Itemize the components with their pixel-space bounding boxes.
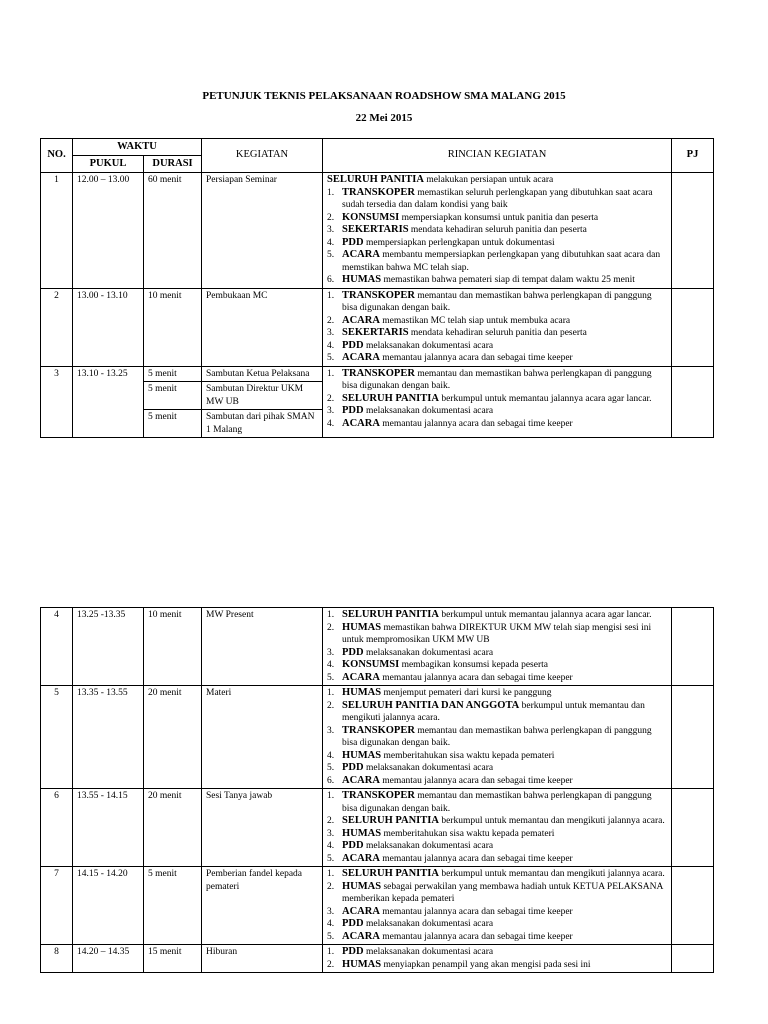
cell-rincian [323, 686, 672, 789]
rincian-item-text: melaksanakan dokumentasi acara [363, 947, 494, 957]
header-pj: PJ [672, 139, 714, 173]
cell-durasi: 5 menit [144, 410, 202, 438]
cell-no: 8 [41, 945, 73, 973]
rincian-item-role: ACARA [342, 249, 380, 260]
rincian-item-text: menyiapkan penampil yang akan mengisi pada sesi ini [381, 959, 591, 970]
header-no: NO. [41, 139, 73, 173]
rincian-item-number: 6. [327, 275, 335, 285]
table-row [41, 366, 714, 382]
rincian-item-role: PDD [342, 840, 364, 851]
cell-pukul: 13.55 - 14.15 [73, 789, 144, 867]
rincian-item-role: PDD [342, 236, 364, 248]
rincian-item-text: memantau jalannya acara dan sebagai time keeper [379, 931, 573, 942]
rincian-item-role: KONSUMSI [342, 211, 400, 223]
rincian-item-number: 1. [327, 290, 335, 301]
rincian-item [327, 931, 667, 944]
cell-durasi: 15 menit [144, 945, 202, 973]
cell-no: 6 [41, 789, 73, 867]
header-rincian: RINCIAN KEGIATAN [323, 139, 672, 173]
rincian-item-role: SELURUH PANITIA [342, 815, 439, 826]
rincian-item-number: 3. [327, 725, 335, 736]
rincian-item [327, 672, 667, 685]
rincian-item-role: SELURUH PANITIA [342, 609, 439, 620]
rincian-item [327, 906, 667, 919]
rincian-item-text: memantau jalannya acara dan sebagai time keeper [379, 775, 573, 786]
rincian-item [327, 946, 667, 959]
rincian-lead-text: melakukan persiapan untuk acara [423, 175, 554, 185]
rincian-item-number: 1. [327, 869, 335, 879]
rincian-item-text: berkumpul untuk memantau dan mengikuti jalannya acara. [438, 816, 665, 826]
rincian-item-text: melaksanakan dokumentasi acara [363, 340, 494, 351]
rincian-item-number: 2. [327, 393, 335, 404]
rincian-item-number: 4. [327, 919, 335, 929]
cell-pukul: 13.00 - 13.10 [73, 288, 144, 366]
cell-durasi: 10 menit [144, 608, 202, 686]
cell-durasi: 20 menit [144, 686, 202, 789]
rincian-item-number: 3. [327, 406, 335, 416]
rincian-item-number: 4. [327, 660, 335, 670]
rincian-item-role: SEKERTARIS [342, 224, 409, 235]
cell-pukul: 13.25 -13.35 [73, 608, 144, 686]
rincian-item [327, 405, 667, 418]
cell-pj [672, 686, 714, 789]
rincian-item [327, 290, 667, 315]
rincian-item-role: ACARA [342, 314, 380, 326]
rincian-item-text: memantau jalannya acara dan sebagai time keeper [379, 853, 573, 864]
rincian-item-role: PDD [342, 405, 364, 416]
document-title: PETUNJUK TEKNIS PELAKSANAAN ROADSHOW SMA MALANG 2015 [202, 90, 566, 102]
cell-durasi: 5 menit [144, 867, 202, 945]
schedule-table-part-2 [40, 607, 714, 973]
cell-rincian [323, 945, 672, 973]
cell-pukul: 13.10 - 13.25 [73, 366, 144, 438]
rincian-item-text: memastikan bahwa DIREKTUR UKM MW telah siap mengisi sesi ini untuk mempromosikan UKM MW UB [342, 622, 652, 645]
rincian-item [327, 840, 667, 853]
rincian-item [327, 853, 667, 866]
cell-durasi: 5 menit [144, 366, 202, 382]
rincian-item-role: HUMAS [342, 274, 382, 285]
table-row [41, 789, 714, 867]
rincian-item [327, 622, 667, 647]
rincian-item-number: 1. [327, 947, 335, 957]
cell-kegiatan: Pembukaan MC [202, 288, 323, 366]
rincian-item-text: mendata kehadiran seluruh panitia dan peserta [408, 225, 587, 235]
rincian-item-number: 2. [327, 881, 335, 892]
rincian-item-number: 4. [327, 418, 335, 429]
rincian-item [327, 212, 667, 225]
rincian-item-text: memastikan MC telah siap untuk membuka acara [379, 315, 571, 326]
rincian-item-text: memantau dan memastikan bahwa perlengkapan di panggung bisa digunakan dengan baik. [342, 725, 652, 748]
cell-no: 3 [41, 366, 73, 438]
table-row [41, 686, 714, 789]
rincian-item-role: ACARA [342, 417, 380, 429]
cell-rincian [323, 867, 672, 945]
rincian-item [327, 187, 667, 212]
rincian-item-number: 4. [327, 841, 335, 851]
rincian-item-role: TRANSKOPER [342, 790, 415, 801]
cell-no: 7 [41, 867, 73, 945]
rincian-item-number: 5. [327, 853, 335, 864]
cell-pj [672, 173, 714, 289]
rincian-item-text: melaksanakan dokumentasi acara [363, 406, 494, 416]
cell-kegiatan: Sambutan dari pihak SMAN 1 Malang [202, 410, 323, 438]
rincian-item [327, 609, 667, 622]
table-row [41, 608, 714, 686]
cell-kegiatan: Persiapan Seminar [202, 173, 323, 289]
cell-kegiatan: Materi [202, 686, 323, 789]
rincian-item-role: ACARA [342, 852, 380, 864]
cell-durasi: 10 menit [144, 288, 202, 366]
cell-no: 1 [41, 173, 73, 289]
cell-kegiatan: Pemberian fandel kepada pemateri [202, 867, 323, 945]
header-kegiatan: KEGIATAN [202, 139, 323, 173]
rincian-item [327, 700, 667, 725]
header-pukul: PUKUL [73, 156, 144, 173]
rincian-list [327, 687, 667, 787]
rincian-item-role: KONSUMSI [342, 659, 400, 670]
rincian-item-text: memastikan seluruh perlengkapan yang dibutuhkan saat acara sudah tersedia dan dalam kondisi yang baik [342, 187, 653, 210]
rincian-item-text: menjemput pemateri dari kursi ke panggung [381, 688, 552, 698]
rincian-item [327, 237, 667, 250]
rincian-item-number: 4. [327, 340, 335, 351]
rincian-item-role: SELURUH PANITIA DAN ANGGOTA [342, 699, 520, 711]
document-date: 22 Mei 2015 [355, 112, 413, 124]
rincian-item-text: melaksanakan dokumentasi acara [363, 763, 494, 773]
rincian-item-text: melaksanakan dokumentasi acara [363, 841, 494, 851]
rincian-item [327, 647, 667, 660]
rincian-item-text: memantau jalannya acara dan sebagai time keeper [379, 906, 573, 917]
rincian-item-text: berkumpul untuk memantau jalannya acara agar lancar. [438, 393, 652, 404]
cell-kegiatan: Sambutan Ketua Pelaksana [202, 366, 323, 382]
rincian-item-number: 5. [327, 763, 335, 773]
rincian-item-number: 4. [327, 750, 335, 761]
rincian-item-number: 1. [327, 368, 335, 379]
rincian-item [327, 815, 667, 828]
cell-pj [672, 608, 714, 686]
rincian-item-role: HUMAS [342, 621, 382, 633]
cell-pukul: 13.35 - 13.55 [73, 686, 144, 789]
rincian-item-text: mempersiapkan konsumsi untuk panitia dan peserta [399, 212, 599, 223]
rincian-item-number: 5. [327, 353, 335, 363]
rincian-item-text: mendata kehadiran seluruh panitia dan peserta [408, 328, 587, 338]
rincian-item-role: HUMAS [342, 958, 382, 970]
rincian-item [327, 393, 667, 406]
cell-pj [672, 867, 714, 945]
rincian-list [327, 290, 667, 365]
rincian-item-role: SELURUH PANITIA [342, 868, 439, 879]
rincian-list [327, 868, 667, 943]
rincian-item-role: TRANSKOPER [342, 367, 415, 379]
rincian-item [327, 750, 667, 763]
cell-pj [672, 366, 714, 438]
rincian-item-role: ACARA [342, 352, 380, 363]
rincian-list [327, 790, 667, 865]
rincian-item-number: 1. [327, 610, 335, 620]
rincian-item-role: HUMAS [342, 749, 382, 761]
rincian-item [327, 918, 667, 931]
rincian-item-role: PDD [342, 918, 364, 929]
cell-durasi: 5 menit [144, 382, 202, 410]
rincian-item-role: PDD [342, 646, 364, 658]
rincian-item-text: melaksanakan dokumentasi acara [363, 919, 494, 929]
rincian-item-role: TRANSKOPER [342, 289, 415, 301]
cell-kegiatan: Sambutan Direktur UKM MW UB [202, 382, 323, 410]
rincian-item-role: HUMAS [342, 687, 382, 698]
cell-no: 2 [41, 288, 73, 366]
rincian-item-text: memantau jalannya acara dan sebagai time keeper [379, 418, 573, 429]
rincian-lead [327, 174, 667, 187]
rincian-item [327, 868, 667, 881]
rincian-item [327, 352, 667, 365]
rincian-item [327, 687, 667, 700]
rincian-list [327, 368, 667, 431]
rincian-item-number: 2. [327, 700, 335, 711]
cell-pukul: 14.20 – 14.35 [73, 945, 144, 973]
rincian-item-text: memastikan bahwa pemateri siap di tempat dalam waktu 25 menit [381, 275, 635, 285]
rincian-item-number: 1. [327, 688, 335, 698]
header-durasi: DURASI [144, 156, 202, 173]
cell-pukul: 14.15 - 14.20 [73, 867, 144, 945]
rincian-list [327, 187, 667, 287]
rincian-item-number: 2. [327, 212, 335, 223]
rincian-item-role: HUMAS [342, 880, 382, 892]
cell-pj [672, 945, 714, 973]
cell-kegiatan: MW Present [202, 608, 323, 686]
header-waktu: WAKTU [73, 139, 202, 156]
cell-rincian [323, 608, 672, 686]
rincian-item-number: 2. [327, 816, 335, 826]
rincian-item [327, 340, 667, 353]
rincian-item-role: ACARA [342, 905, 380, 917]
rincian-item [327, 959, 667, 972]
rincian-item-role: PDD [342, 339, 364, 351]
rincian-item-role: PDD [342, 762, 364, 773]
cell-pj [672, 288, 714, 366]
rincian-item-number: 5. [327, 931, 335, 942]
rincian-item [327, 224, 667, 237]
rincian-item-text: berkumpul untuk memantau jalannya acara agar lancar. [438, 610, 652, 620]
rincian-item [327, 790, 667, 815]
rincian-item [327, 762, 667, 775]
cell-pj [672, 789, 714, 867]
rincian-item-number: 3. [327, 828, 335, 839]
rincian-item-text: berkumpul untuk memantau dan mengikuti jalannya acara. [438, 869, 665, 879]
cell-rincian [323, 789, 672, 867]
rincian-item-number: 6. [327, 775, 335, 786]
rincian-item-role: TRANSKOPER [342, 724, 415, 736]
rincian-item-role: SELURUH PANITIA [342, 392, 439, 404]
cell-rincian [323, 173, 672, 289]
rincian-item-number: 3. [327, 647, 335, 658]
rincian-item-text: melaksanakan dokumentasi acara [363, 647, 494, 658]
rincian-item-number: 3. [327, 906, 335, 917]
rincian-item-role: ACARA [342, 930, 380, 942]
rincian-item-role: PDD [342, 946, 364, 957]
rincian-item-text: membantu mempersiapkan perlengkapan yang dibutuhkan saat acara dan memstikan bahwa MC telah siap. [342, 250, 661, 273]
rincian-lead-role: SELURUH PANITIA [327, 174, 424, 185]
rincian-item [327, 775, 667, 788]
rincian-item-number: 5. [327, 672, 335, 683]
cell-no: 4 [41, 608, 73, 686]
cell-kegiatan: Hiburan [202, 945, 323, 973]
rincian-item-text: memberitahukan sisa waktu kepada pemateri [381, 828, 555, 839]
rincian-item [327, 659, 667, 672]
rincian-item [327, 881, 667, 906]
rincian-item [327, 249, 667, 274]
rincian-item-text: membagikan konsumsi kepada peserta [399, 660, 548, 670]
rincian-item-role: SEKERTARIS [342, 327, 409, 338]
table-row [41, 288, 714, 366]
cell-durasi: 20 menit [144, 789, 202, 867]
rincian-item-role: TRANSKOPER [342, 186, 415, 198]
rincian-item [327, 368, 667, 393]
rincian-list [327, 609, 667, 684]
rincian-item [327, 828, 667, 841]
cell-durasi: 60 menit [144, 173, 202, 289]
schedule-table-part-1 [40, 138, 714, 438]
rincian-item-role: ACARA [342, 774, 380, 786]
rincian-item-text: memantau dan memastikan bahwa perlengkapan di panggung bisa digunakan dengan baik. [342, 368, 652, 391]
rincian-item-text: memantau dan memastikan bahwa perlengkapan di panggung bisa digunakan dengan baik. [342, 290, 652, 313]
rincian-item-number: 1. [327, 187, 335, 198]
rincian-list [327, 946, 667, 971]
rincian-item-text: memberitahukan sisa waktu kepada pemateri [381, 750, 555, 761]
rincian-item-number: 4. [327, 237, 335, 248]
rincian-item-text: memantau jalannya acara dan sebagai time keeper [379, 353, 573, 363]
rincian-item [327, 327, 667, 340]
rincian-item-number: 2. [327, 315, 335, 326]
rincian-item-number: 2. [327, 622, 335, 633]
cell-no: 5 [41, 686, 73, 789]
rincian-item [327, 315, 667, 328]
cell-pukul: 12.00 – 13.00 [73, 173, 144, 289]
rincian-item-role: ACARA [342, 671, 380, 683]
rincian-item [327, 418, 667, 431]
rincian-item [327, 725, 667, 750]
rincian-item-text: sebagai perwakilan yang membawa hadiah untuk KETUA PELAKSANA memberikan kepada pemateri [342, 881, 663, 904]
cell-kegiatan: Sesi Tanya jawab [202, 789, 323, 867]
rincian-item-number: 1. [327, 791, 335, 801]
rincian-item-number: 2. [327, 959, 335, 970]
table-row [41, 173, 714, 289]
rincian-item-number: 3. [327, 328, 335, 338]
rincian-item-number: 5. [327, 250, 335, 260]
rincian-item-text: mempersiapkan perlengkapan untuk dokumentasi [363, 237, 555, 248]
cell-rincian [323, 366, 672, 438]
rincian-item-text: berkumpul untuk memantau dan mengikuti jalannya acara. [342, 700, 645, 723]
table-row [41, 945, 714, 973]
rincian-item-role: HUMAS [342, 827, 382, 839]
rincian-item [327, 274, 667, 287]
rincian-item-number: 3. [327, 225, 335, 235]
rincian-item-text: memantau dan memastikan bahwa perlengkapan di panggung bisa digunakan dengan baik. [342, 791, 652, 814]
rincian-item-text: memantau jalannya acara dan sebagai time keeper [379, 672, 573, 683]
table-row [41, 867, 714, 945]
cell-rincian [323, 288, 672, 366]
